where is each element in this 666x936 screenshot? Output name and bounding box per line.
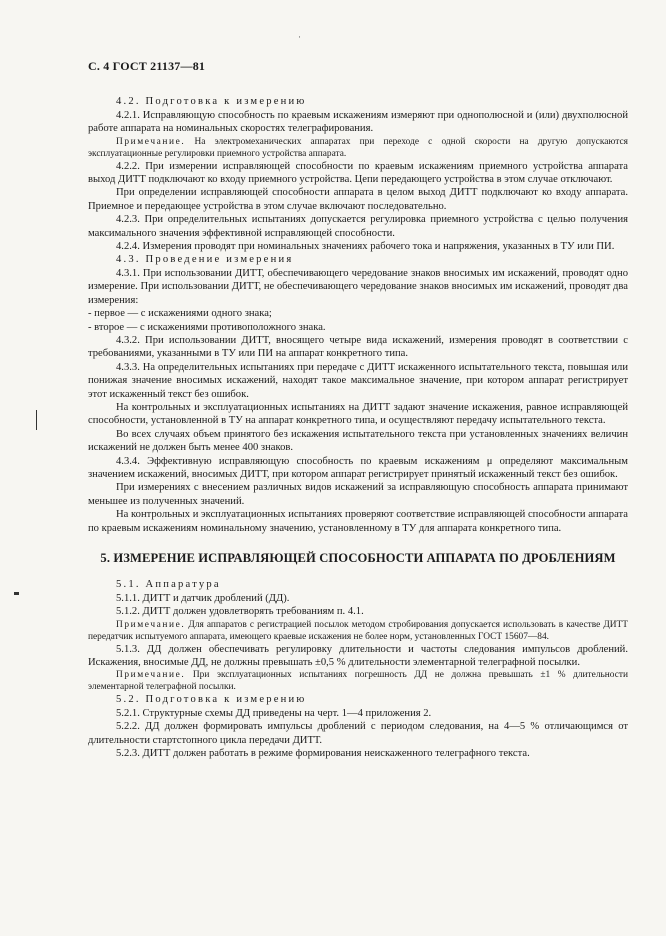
section-4-paragraph: При определении исправляющей способности аппарата в целом выход ДИТТ подключают ко входу аппарата. Приемное и передающее устройства в этом случае включают последовательно. (88, 187, 628, 212)
section-5-paragraph: 5.2. Подготовка к измерению (116, 694, 307, 706)
margin-mark (36, 410, 37, 430)
section-4-paragraph (88, 136, 628, 160)
section-5-paragraph: 5.1.3. ДД должен обеспечивать регулировку длительности и частоты следования импульсов дроблений. Искажения, вносимые ДД, не должны превышать ±0,5 % длительности элементарной телеграфной посылки. (88, 643, 628, 669)
section-5-paragraph: 5.1.1. ДИТТ и датчик дроблений (ДД). (116, 592, 290, 604)
section-4-paragraph: При измерениях с внесением различных видов искажений за исправляющую способность аппарата принимают меньшее из полученных значений. (88, 482, 628, 507)
section-4-paragraph: Во всех случаях объем принятого без искажения испытательного текста при установленных значениях величин искажений не должен быть менее 400 знаков. (88, 428, 628, 454)
section-4-paragraph: 4.2.4. Измерения проводят при номинальных значениях рабочего тока и напряжения, указанных в ТУ или ПИ. (116, 241, 615, 253)
document-page (88, 60, 628, 760)
section-5-paragraph: 5.1. Аппаратура (116, 579, 221, 591)
section-4-paragraph: 4.3.2. При использовании ДИТТ, вносящего четыре вида искажений, измерения проводят в соответствии с требованиями, указанными в ТУ или ПИ на аппарат конкретного типа. (88, 334, 628, 360)
note-text: При эксплуатационных испытаниях погрешность ДД не должна превышать ±1 % длительности элементарной телеграфной посылки. (88, 670, 628, 693)
section-4-paragraph: 4.3.1. При использовании ДИТТ, обеспечивающего чередование знаков вносимых им искажений, проводят одно измерение. При использовании ДИТТ, не обеспечивающего чередование знаков вносимых им искажений, проводят два измерения: (88, 267, 628, 306)
section-4-paragraph: - первое — с искажениями одного знака; (88, 308, 272, 320)
section-4-paragraph: 4.3. Проведение измерения (116, 254, 294, 266)
section-4-paragraph: 4.2.2. При измерении исправляющей способности по краевым искажениям приемного устройства аппарата выход ДИТТ подключают ко входу приемного устройства. Цепи передающего устройства в этом случае отключают. (88, 160, 628, 186)
note-label: Примечание. (116, 619, 186, 630)
note-text: На электромеханических аппаратах при переходе с одной скорости на другую допускаются эксплуатационные регулировки приемного устройства аппарата. (88, 136, 628, 159)
section-4-paragraph: 4.2.1. Исправляющую способность по краевым искажениям измеряют при однополюсной и (или) двухполюсной работе аппарата на номинальных скоростях телеграфирования. (88, 109, 628, 135)
section-5-paragraph (88, 669, 628, 693)
section-5-paragraph: 5.2.1. Структурные схемы ДД приведены на черт. 1—4 приложения 2. (116, 707, 432, 719)
section-4-paragraph: 4.3.4. Эффективную исправляющую способность по краевым искажениям μ определяют максимальным значением искажений, вносимых ДИТТ, при котором аппарат регистрирует принятый искаженный текст без ошибок. (88, 455, 628, 480)
section-4-paragraph: 4.2. Подготовка к измерению (116, 96, 307, 108)
section-5-paragraph: 5.2.3. ДИТТ должен работать в режиме формирования неискаженного телеграфного текста. (116, 748, 530, 760)
page-header: С. 4 ГОСТ 21137—81 (88, 59, 206, 73)
note-text: Для аппаратов с регистрацией посылок методом стробирования допускается использовать в качестве ДИТТ передатчик испытуемого аппарата, имеющего краевые искажения не более норм, установленных ГОСТ 15607—84. (88, 619, 628, 642)
scan-dot: · (298, 32, 301, 42)
section-4-paragraph: На контрольных и эксплуатационных испытаниях проверяют соответствие исправляющей способности аппарата по краевым искажениям номинальному значению, установленному в ТУ для аппарата конкретного типа. (88, 509, 628, 534)
section-4-body (88, 95, 628, 535)
section-4-paragraph: 4.2.3. При определительных испытаниях допускается регулировка приемного устройства с целью получения максимального значения эффективной исправляющей способности. (88, 214, 628, 239)
section-4-paragraph: 4.3.3. На определительных испытаниях при передаче с ДИТТ искаженного испытательного текста, повышая или понижая значение вносимых искажений, находят такое максимальное значение, при котором аппарат регистрирует этот искаженный текст без ошибок. (88, 361, 628, 400)
section-4-paragraph: - второе — с искажениями противоположного знака. (88, 321, 326, 333)
section-4-paragraph: На контрольных и эксплуатационных испытаниях на ДИТТ задают значение искажения, равное исправляющей способности, установленной в ТУ на аппарат конкретного типа, и осуществляют передачу испытательного текста. (88, 401, 628, 427)
note-label: Примечание. (116, 136, 186, 147)
section-5-body (88, 578, 628, 760)
note-label: Примечание. (116, 670, 186, 681)
margin-mark (14, 592, 19, 595)
section-5-paragraph: 5.2.2. ДД должен формировать импульсы дроблений с периодом следования, на 4—5 % отличающимся от длительности стартстопного цикла передачи ДИТТ. (88, 721, 628, 746)
section-5-paragraph (88, 619, 628, 643)
section-5-title: 5. ИЗМЕРЕНИЕ ИСПРАВЛЯЮЩЕЙ СПОСОБНОСТИ АППАРАТА ПО ДРОБЛЕНИЯМ (100, 551, 616, 565)
section-5-paragraph: 5.1.2. ДИТТ должен удовлетворять требованиям п. 4.1. (116, 606, 364, 618)
